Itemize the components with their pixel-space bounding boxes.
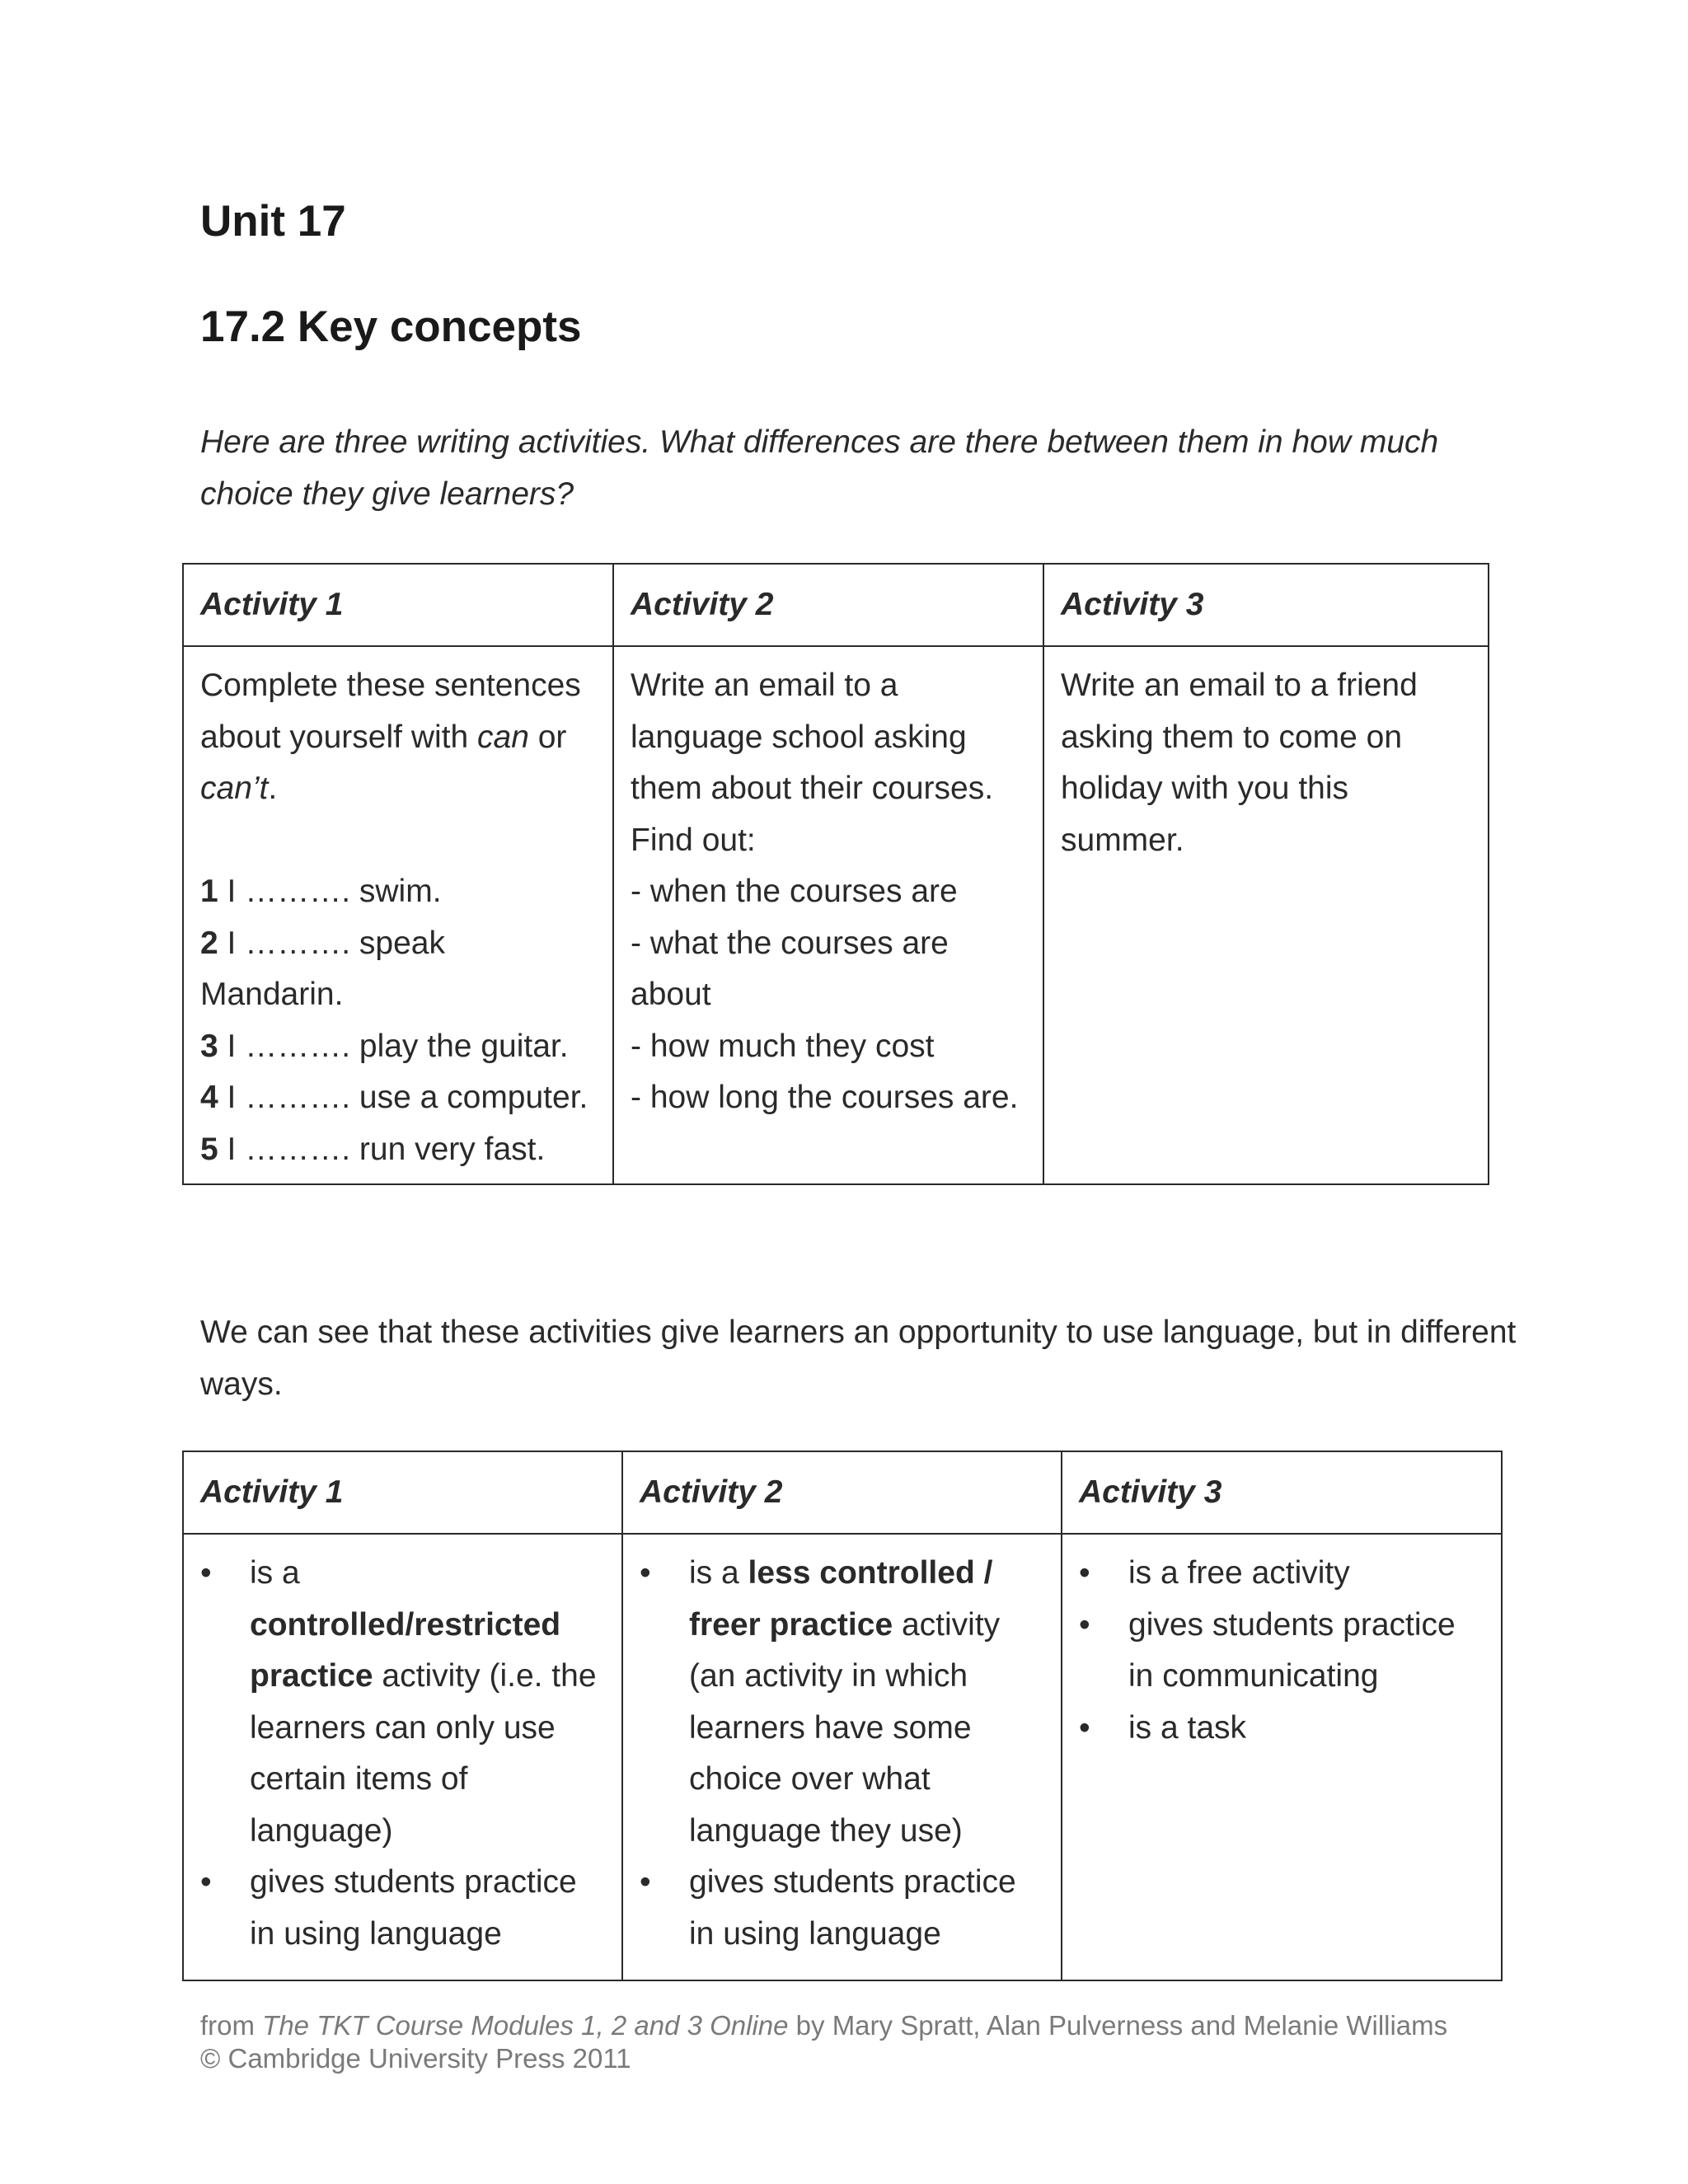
activity-2-features-cell bbox=[622, 1534, 1062, 1980]
list-item bbox=[1079, 1548, 1484, 1600]
item-number: 5 bbox=[200, 1131, 218, 1167]
bullet-bold-term: less controlled / freer practice bbox=[689, 1555, 993, 1643]
bullet-text: gives students practice in using language bbox=[689, 1864, 1016, 1952]
list-item: - what the courses are about bbox=[631, 925, 949, 1012]
table-header-activity-1: Activity 1 bbox=[183, 564, 613, 646]
table-header-activity-2: Activity 2 bbox=[613, 564, 1043, 646]
activity-3-instruction: Write an email to a friend asking them to come on holiday with you this summer. bbox=[1061, 668, 1418, 858]
activity-2-cell bbox=[613, 646, 1043, 1184]
activity-3-cell bbox=[1043, 646, 1489, 1184]
section-title: 17.2 Key concepts bbox=[200, 302, 582, 351]
list-item: - how much they cost bbox=[631, 1028, 935, 1064]
activity-1-cell bbox=[183, 646, 613, 1184]
activity-3-features-cell bbox=[1062, 1534, 1502, 1980]
item-text: I ………. swim. bbox=[227, 874, 442, 909]
bullet-icon: • bbox=[1079, 1709, 1090, 1746]
bullet-list bbox=[200, 1548, 605, 1960]
book-authors: by Mary Spratt, Alan Pulverness and Melanie Williams bbox=[788, 2010, 1448, 2041]
instruction-cant: can’t bbox=[200, 771, 269, 806]
table-header-activity-3: Activity 3 bbox=[1043, 564, 1489, 646]
list-item bbox=[640, 1857, 1044, 1960]
list-item: - when the courses are bbox=[631, 874, 958, 909]
bullet-text: is a task bbox=[1128, 1709, 1247, 1746]
instruction-or: or bbox=[528, 719, 567, 755]
list-item bbox=[200, 1072, 596, 1124]
activity-1-features-cell bbox=[183, 1534, 622, 1980]
list-item bbox=[200, 1124, 596, 1176]
bullet-list bbox=[640, 1548, 1044, 1960]
comparison-table bbox=[182, 1451, 1503, 1981]
bullet-text: activity (i.e. the learners can only use certain items of language) bbox=[250, 1658, 597, 1849]
activities-table bbox=[182, 563, 1489, 1185]
table-header-row bbox=[183, 564, 1489, 646]
bullet-list bbox=[1079, 1548, 1484, 1754]
list-item: - how long the courses are. bbox=[631, 1080, 1019, 1115]
book-title: The TKT Course Modules 1, 2 and 3 Online bbox=[262, 2010, 789, 2041]
intro-question: Here are three writing activities. What differences are there between them in how much choice they give learners? bbox=[200, 424, 1439, 512]
copyright-line: © Cambridge University Press 2011 bbox=[200, 2043, 631, 2074]
list-item bbox=[1079, 1600, 1484, 1703]
table-row bbox=[183, 646, 1489, 1184]
source-footer bbox=[200, 2009, 1601, 2075]
footer-from: from bbox=[200, 2010, 263, 2041]
instruction-text: Complete these sentences about yourself with bbox=[200, 668, 581, 755]
item-text: I ………. run very fast. bbox=[227, 1131, 546, 1167]
bullet-text: gives students practice in communicating bbox=[1128, 1606, 1456, 1694]
bullet-text: gives students practice in using language bbox=[250, 1864, 577, 1952]
item-number: 3 bbox=[200, 1028, 218, 1064]
item-text: I ………. speak Mandarin. bbox=[200, 925, 445, 1012]
bullet-icon: • bbox=[1079, 1555, 1090, 1591]
item-number: 1 bbox=[200, 874, 218, 909]
list-item bbox=[200, 1021, 596, 1073]
instruction-can: can bbox=[477, 719, 529, 755]
bullet-text: activity (an activity in which learners have some choice over what language they use) bbox=[689, 1606, 1001, 1849]
activity-2-instruction: Write an email to a language school asking them about their courses. bbox=[631, 668, 994, 806]
table-header-row bbox=[183, 1451, 1502, 1534]
table-header-activity-3: Activity 3 bbox=[1062, 1451, 1502, 1534]
list-item bbox=[200, 918, 596, 1021]
item-text: I ………. play the guitar. bbox=[227, 1028, 569, 1064]
list-item bbox=[200, 1857, 605, 1960]
table-row bbox=[183, 1534, 1502, 1980]
comparison-text: We can see that these activities give learners an opportunity to use language, but in different ways. bbox=[200, 1315, 1517, 1402]
unit-title: Unit 17 bbox=[200, 197, 346, 246]
list-item bbox=[640, 1548, 1044, 1857]
find-out-label: Find out: bbox=[631, 822, 756, 858]
list-item bbox=[200, 1548, 605, 1857]
bullet-icon: • bbox=[640, 1555, 651, 1591]
bullet-text: is a bbox=[250, 1555, 300, 1591]
item-number: 2 bbox=[200, 925, 218, 961]
table-header-activity-2: Activity 2 bbox=[622, 1451, 1062, 1534]
bullet-icon: • bbox=[200, 1555, 212, 1591]
instruction-period: . bbox=[268, 771, 278, 806]
list-item bbox=[1079, 1703, 1484, 1755]
bullet-text: is a free activity bbox=[1128, 1555, 1350, 1591]
list-item bbox=[200, 866, 596, 918]
bullet-text: is a bbox=[689, 1555, 748, 1591]
table-header-activity-1: Activity 1 bbox=[183, 1451, 622, 1534]
activity-1-instruction bbox=[200, 660, 596, 815]
bullet-icon: • bbox=[640, 1864, 651, 1900]
item-text: I ………. use a computer. bbox=[227, 1080, 588, 1115]
bullet-icon: • bbox=[1079, 1606, 1090, 1643]
bullet-bold-term: controlled/restricted practice bbox=[250, 1606, 561, 1694]
spacer bbox=[200, 815, 596, 867]
item-number: 4 bbox=[200, 1080, 218, 1115]
source-line bbox=[200, 2009, 1601, 2042]
bullet-icon: • bbox=[200, 1864, 212, 1900]
